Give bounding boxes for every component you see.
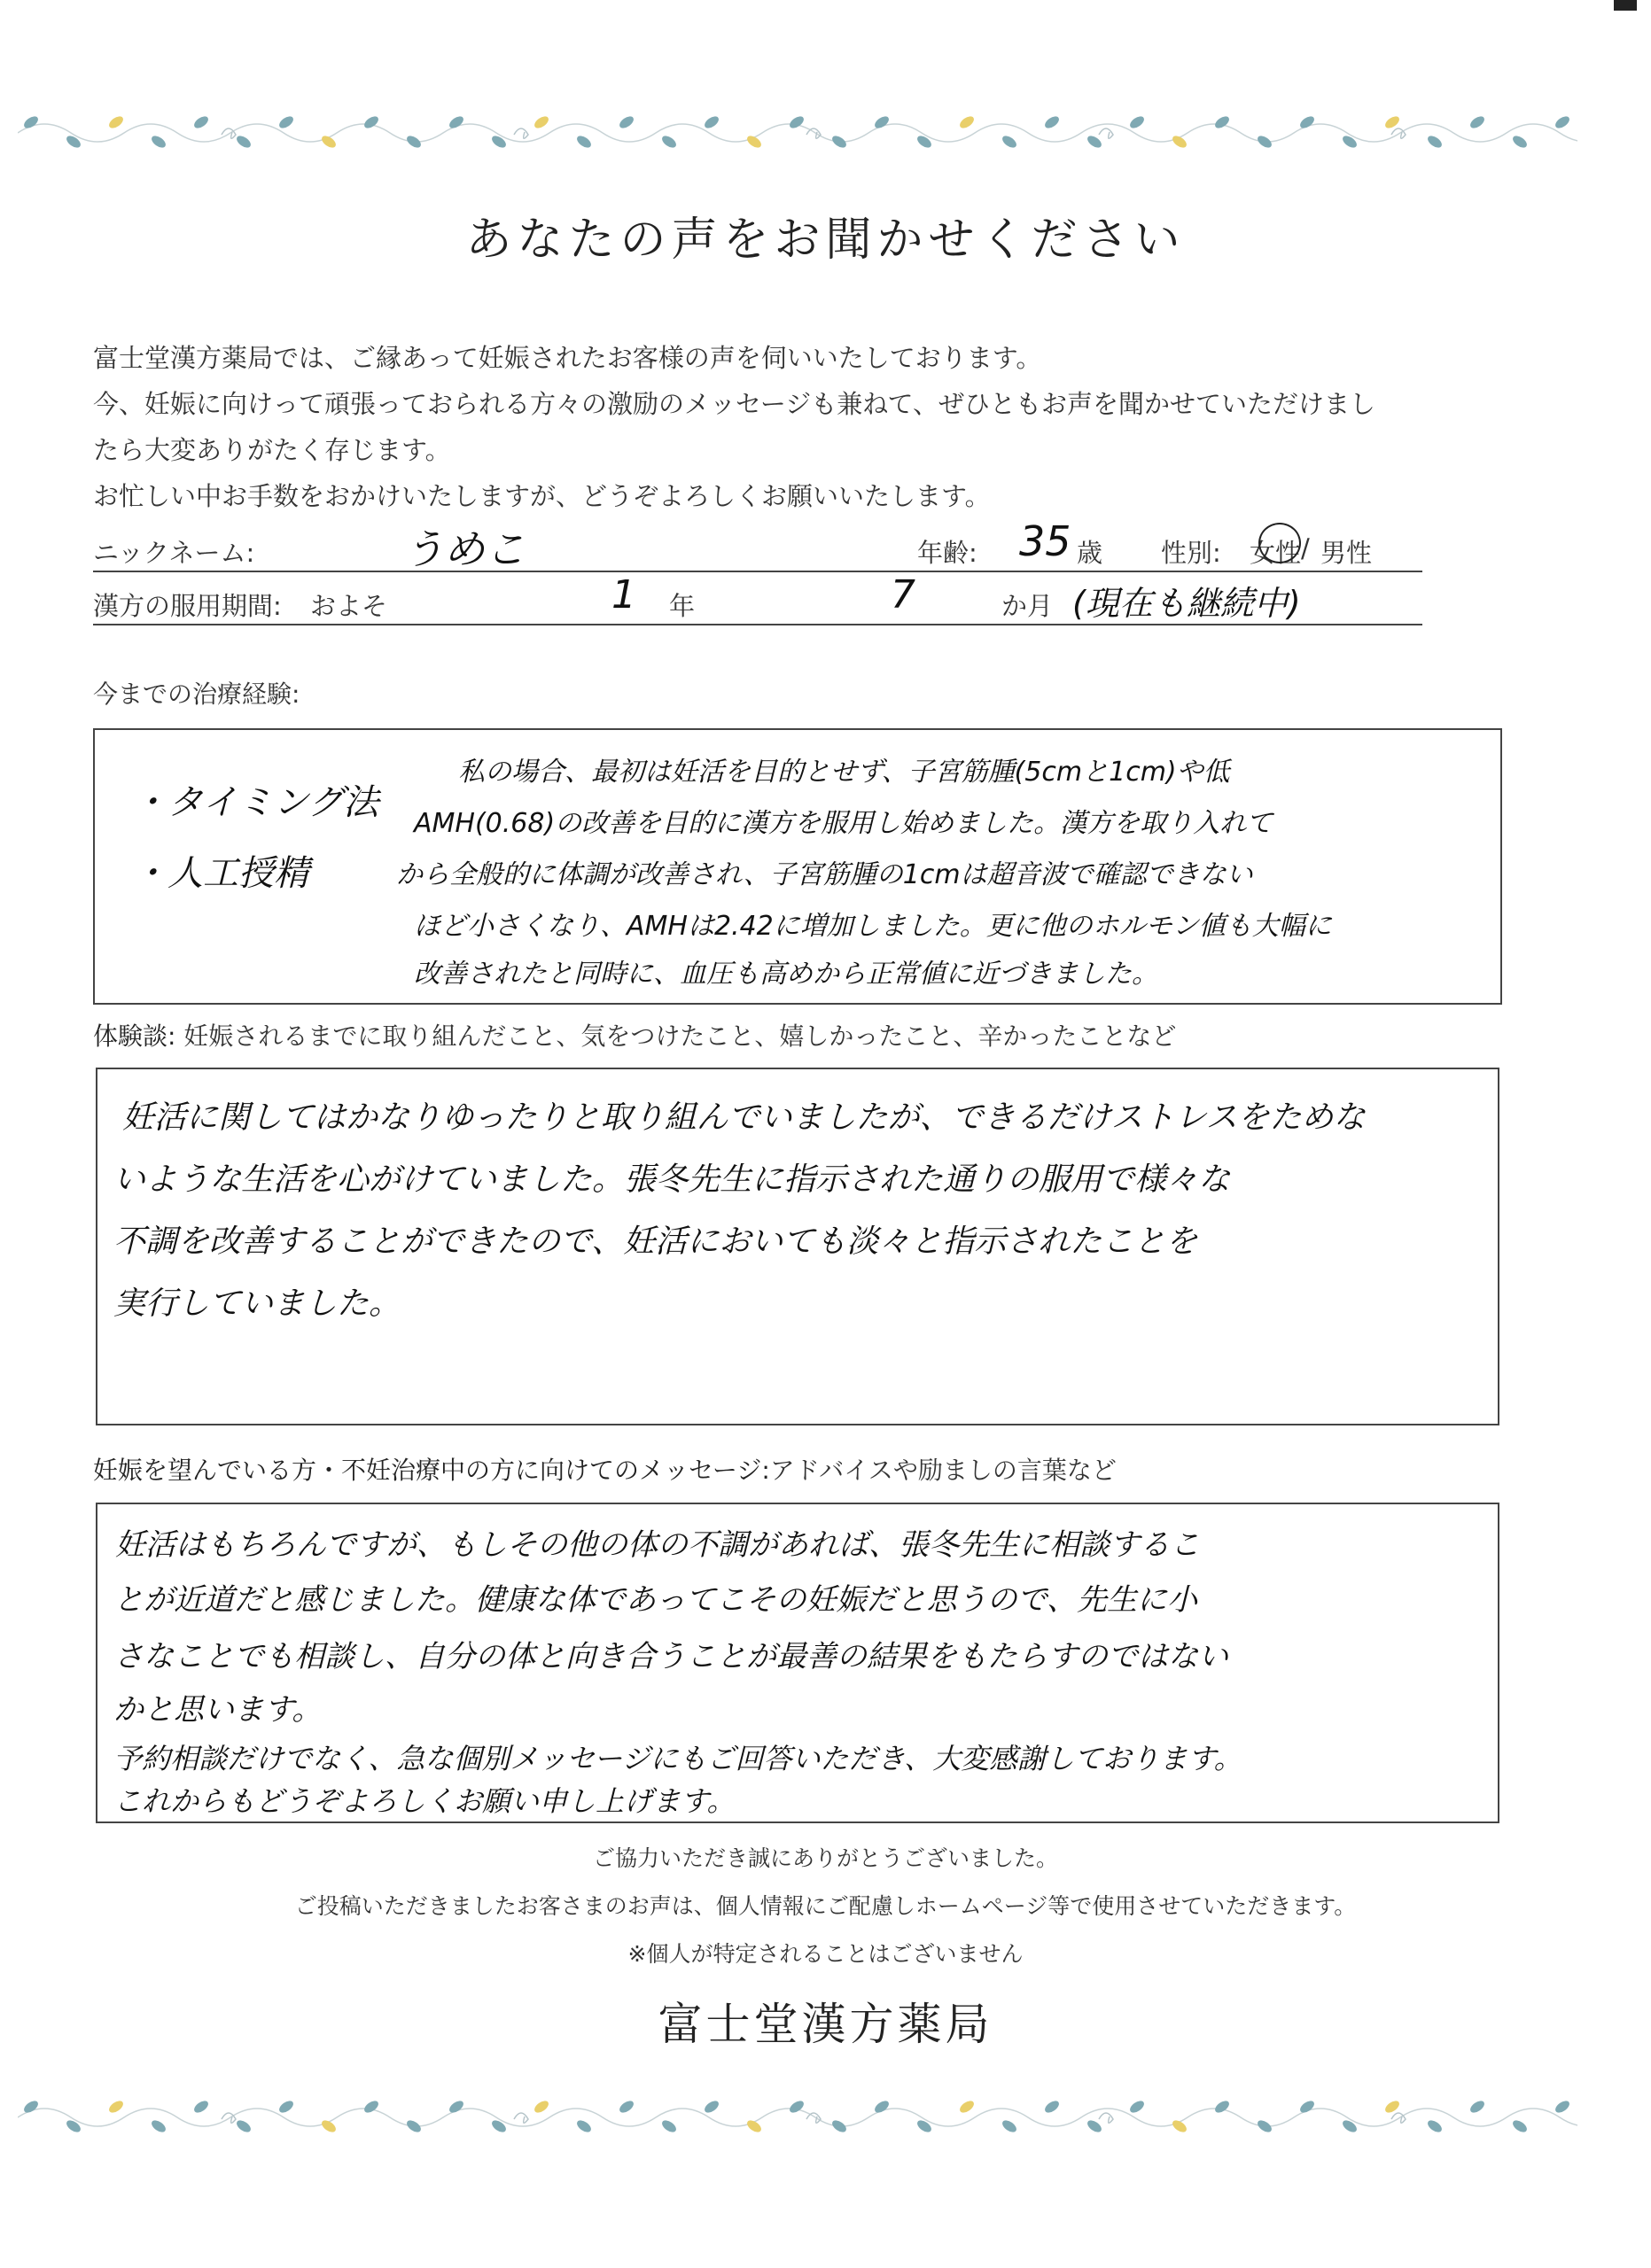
leaf-ornament xyxy=(618,2099,635,2116)
experience-label xyxy=(93,1017,1176,1052)
leaf-ornament xyxy=(703,2099,720,2116)
leaf-ornament xyxy=(235,2118,253,2135)
experience-line: 不調を改善することができたので、妊活においても淡々と指示されたことを xyxy=(113,1223,1198,1260)
profile-row-1 xyxy=(93,517,1422,572)
vine-curl xyxy=(806,2113,821,2123)
leaf-ornament xyxy=(22,2099,40,2116)
leaf-ornament xyxy=(107,114,125,131)
leaf-ornament xyxy=(490,134,508,151)
page-title: あなたの声をお聞かせください xyxy=(465,214,1186,267)
leaf-ornament xyxy=(65,134,82,151)
treatment-line: AMH(0.68)の改善を目的に漢方を服用し始めました。漢方を取り入れて xyxy=(414,808,1273,839)
period-months-value: 7 xyxy=(891,572,915,617)
leaf-ornament xyxy=(1086,2118,1103,2135)
leaf-ornament xyxy=(618,114,635,131)
message-line: 予約相談だけでなく、急な個別メッセージにもご回答いただき、大変感謝しております。 xyxy=(113,1742,1242,1775)
leaf-ornament xyxy=(1213,114,1231,131)
leaf-ornament xyxy=(915,2118,933,2135)
leaf-ornament xyxy=(192,114,210,131)
period-year-unit: 年 xyxy=(669,591,696,621)
period-month-unit: か月 xyxy=(1001,591,1054,621)
message-label xyxy=(93,1451,1117,1487)
leaf-ornament xyxy=(660,2118,678,2135)
leaf-ornament xyxy=(575,2118,593,2135)
leaf-ornament xyxy=(65,2118,82,2135)
leaf-ornament xyxy=(320,2118,338,2135)
leaf-ornament xyxy=(107,2099,125,2116)
vine-border-top xyxy=(18,97,1577,159)
period-years-value: 1 xyxy=(611,572,636,617)
nickname-value: うめこ xyxy=(403,525,526,573)
message-label-title: 妊娠を望んでいる方・不妊治療中の方に向けてのメッセージ: xyxy=(93,1456,770,1485)
vine-border-bottom xyxy=(18,2082,1577,2144)
vine-curl xyxy=(514,128,528,138)
leaf-ornament xyxy=(1128,2099,1146,2116)
vine-curl xyxy=(514,2113,528,2123)
leaf-ornament xyxy=(1128,114,1146,131)
age-unit: 歳 xyxy=(1077,538,1103,568)
treatment-line: 改善されたと同時に、血圧も高めから正常値に近づきました。 xyxy=(414,959,1158,990)
period-note: (現在も継続中) xyxy=(1072,584,1301,623)
footer-thanks: ご協力いただき誠にありがとうございました。 xyxy=(592,1845,1058,1871)
vine-curl xyxy=(1099,128,1113,138)
message-line: とが近道だと感じました。健康な体であってこその妊娠だと思うので、先生に小 xyxy=(113,1582,1197,1618)
experience-label-title: 体験談: xyxy=(93,1021,176,1051)
leaf-ornament xyxy=(192,2099,210,2116)
footer-usage: ご投稿いただきましたお客さまのお声は、個人情報にご配慮しホームページ等で使用させていただきます。 xyxy=(294,1893,1357,1919)
leaf-ornament xyxy=(277,2099,295,2116)
leaf-ornament xyxy=(1043,114,1061,131)
leaf-ornament xyxy=(150,2118,167,2135)
leaf-ornament xyxy=(1341,2118,1359,2135)
intro-text xyxy=(93,335,1511,519)
leaf-ornament xyxy=(873,2099,891,2116)
leaf-ornament xyxy=(1171,2118,1188,2135)
experience-line: 妊活に関してはかなりゆったりと取り組んでいましたが、できるだけストレスをためな xyxy=(122,1099,1366,1136)
experience-line: いような生活を心がけていました。張冬先生に指示された通りの服用で様々な xyxy=(113,1161,1231,1198)
treatment-line: ほど小さくなり、AMHは2.42に増加しました。更に他のホルモン値も大幅に xyxy=(414,911,1332,942)
leaf-ornament xyxy=(788,2099,806,2116)
leaf-ornament xyxy=(448,2099,465,2116)
treatment-method: ・人工授精 xyxy=(132,853,309,894)
leaf-ornament xyxy=(362,114,380,131)
leaf-ornament xyxy=(1468,2099,1486,2116)
leaf-ornament xyxy=(22,114,40,131)
gender-separator: / xyxy=(1301,533,1310,563)
message-box xyxy=(96,1503,1499,1823)
leaf-ornament xyxy=(448,114,465,131)
leaf-ornament xyxy=(1426,2118,1444,2135)
leaf-ornament xyxy=(1511,2118,1529,2135)
leaf-ornament xyxy=(533,2099,550,2116)
leaf-ornament xyxy=(788,114,806,131)
message-line: さなことでも相談し、自分の体と向き合うことが最善の結果をもたらすのではない xyxy=(113,1639,1228,1674)
experience-line: 実行していました。 xyxy=(113,1285,401,1322)
leaf-ornament xyxy=(150,134,167,151)
period-label: 漢方の服用期間: xyxy=(93,591,282,621)
leaf-ornament xyxy=(915,134,933,151)
profile-row-2 xyxy=(93,571,1422,625)
leaf-ornament xyxy=(1043,2099,1061,2116)
message-label-note: アドバイスや励ましの言葉など xyxy=(769,1456,1117,1485)
leaf-ornament xyxy=(533,114,550,131)
footer-privacy: ※個人が特定されることはございません xyxy=(627,1941,1024,1967)
age-label: 年齢: xyxy=(917,538,977,568)
leaf-ornament xyxy=(362,2099,380,2116)
experience-box xyxy=(96,1068,1499,1425)
message-line: これからもどうぞよろしくお願い申し上げます。 xyxy=(113,1784,736,1818)
scan-edge-mark xyxy=(1614,0,1637,11)
gender-label: 性別: xyxy=(1161,538,1221,568)
leaf-ornament xyxy=(320,134,338,151)
leaf-ornament xyxy=(703,114,720,131)
treatment-line: から全般的に体調が改善され、子宮筋腫の1cmは超音波で確認できない xyxy=(396,859,1253,890)
leaf-ornament xyxy=(1001,134,1018,151)
leaf-ornament xyxy=(1341,134,1359,151)
gender-female-option: 女性 xyxy=(1250,538,1302,568)
message-line: かと思います。 xyxy=(113,1692,323,1728)
brand-name: 富士堂漢方薬局 xyxy=(658,1999,993,2050)
leaf-ornament xyxy=(958,114,976,131)
leaf-ornament xyxy=(1298,114,1316,131)
experience-label-note: 妊娠されるまでに取り組んだこと、気をつけたこと、嬉しかったこと、辛かったことなど xyxy=(183,1021,1177,1051)
treatment-method: ・タイミング法 xyxy=(132,782,379,823)
period-approx: およそ xyxy=(310,591,388,621)
leaf-ornament xyxy=(490,2118,508,2135)
vine-curl xyxy=(1099,2113,1113,2123)
leaf-ornament xyxy=(575,134,593,151)
leaf-ornament xyxy=(745,134,763,151)
leaf-ornament xyxy=(1298,2099,1316,2116)
leaf-ornament xyxy=(1468,114,1486,131)
leaf-ornament xyxy=(873,114,891,131)
intro-line: 今、妊娠に向けって頑張っておられる方々の激励のメッセージも兼ねて、ぜひともお声を聞かせていただけまし xyxy=(93,389,1375,419)
leaf-ornament xyxy=(660,134,678,151)
leaf-ornament xyxy=(277,114,295,131)
treatment-label: 今までの治療経験: xyxy=(93,680,300,709)
message-line: 妊活はもちろんですが、もしその他の体の不調があれば、張冬先生に相談するこ xyxy=(115,1527,1200,1563)
leaf-ornament xyxy=(958,2099,976,2116)
age-value: 35 xyxy=(1019,517,1071,565)
leaf-ornament xyxy=(235,134,253,151)
intro-line: たら大変ありがたく存じます。 xyxy=(93,435,451,465)
intro-line: お忙しい中お手数をおかけいたしますが、どうぞよろしくお願いいたします。 xyxy=(93,481,991,511)
intro-line: 富士堂漢方薬局では、ご縁あって妊娠されたお客様の声を伺いいたしております。 xyxy=(93,343,1042,373)
leaf-ornament xyxy=(1554,114,1571,131)
vine-curl xyxy=(806,128,821,138)
leaf-ornament xyxy=(1426,134,1444,151)
nickname-label: ニックネーム: xyxy=(93,538,255,568)
gender-male-option: 男性 xyxy=(1320,538,1373,568)
leaf-ornament xyxy=(1001,2118,1018,2135)
leaf-ornament xyxy=(745,2118,763,2135)
leaf-ornament xyxy=(1213,2099,1231,2116)
gender-selection-circle xyxy=(1258,523,1301,563)
leaf-ornament xyxy=(1511,134,1529,151)
leaf-ornament xyxy=(1554,2099,1571,2116)
leaf-ornament xyxy=(1086,134,1103,151)
treatment-box xyxy=(93,728,1502,1005)
treatment-line: 私の場合、最初は妊活を目的とせず、子宮筋腫(5cmと1cm)や低 xyxy=(458,757,1230,788)
leaf-ornament xyxy=(1171,134,1188,151)
